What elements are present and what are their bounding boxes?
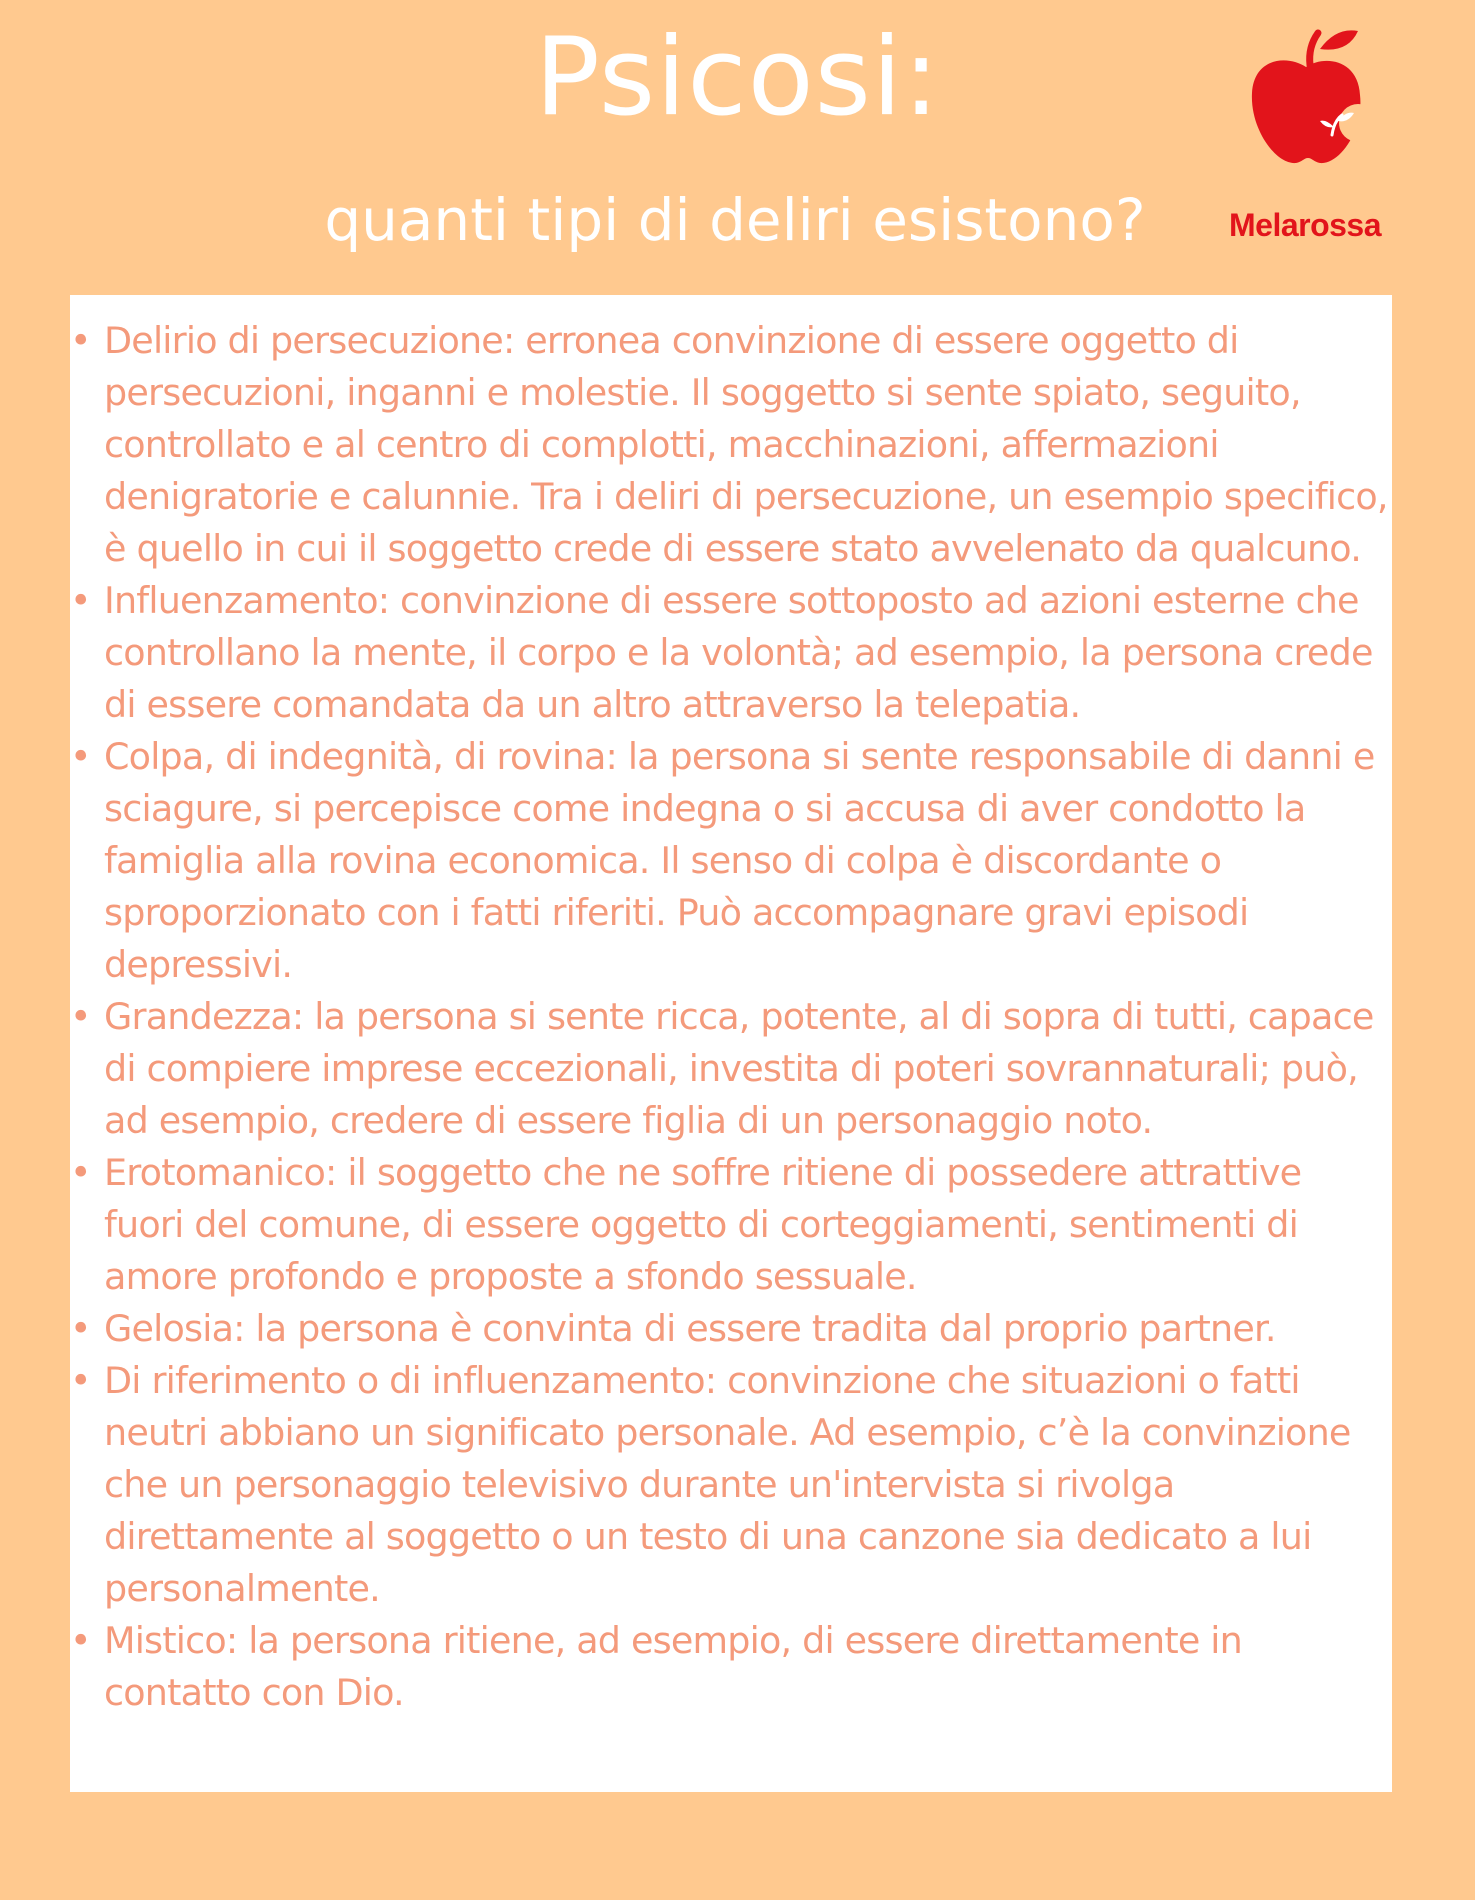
list-item [70,731,1392,991]
list-item-text: Delirio di persecuzione: erronea convinzione di essere oggetto di persecuzioni, inganni e molestie. Il soggetto si sente spiato, seguito, controllato e al centro di complotti, macchinazioni, affermazioni denigratorie e calunnie. Tra i deliri di persecuzione, un esempio specifico, è quello in cui il soggetto crede di essere stato avvelenato da qualcuno. [104,319,1388,570]
list-item-text: Di riferimento o di influenzamento: convinzione che situazioni o fatti neutri abbiano un significato personale. Ad esempio, c’è la convinzione che un personaggio televisivo durante un'intervista si rivolga direttamente al soggetto o un testo di una canzone sia dedicato a lui personalmente. [104,1359,1351,1610]
page-title: Psicosi: [534,15,941,140]
delusion-list [70,315,1392,1719]
page-subtitle: quanti tipi di deliri esistono? [324,186,1146,254]
list-item-text: Grandezza: la persona si sente ricca, potente, al di sopra di tutti, capace di compiere imprese eccezionali, investita di poteri sovrannaturali; può, ad esempio, credere di essere figlia di un personaggio noto. [104,995,1374,1142]
content-card [70,295,1392,1792]
list-item-text: Gelosia: la persona è convinta di essere tradita dal proprio partner. [104,1307,1276,1350]
bullet-point: • [70,1307,91,1350]
list-item [70,575,1392,731]
list-item-text: Erotomanico: il soggetto che ne soffre ritiene di possedere attrattive fuori del comune, di essere oggetto di corteggiamenti, sentimenti di amore profondo e proposte a sfondo sessuale. [104,1151,1302,1298]
list-item-text: Mistico: la persona ritiene, ad esempio, di essere direttamente in contatto con Dio. [104,1619,1242,1714]
list-item [70,991,1392,1147]
list-item [70,1355,1392,1615]
bullet-point: • [70,995,91,1038]
bullet-point: • [70,735,91,778]
apple-icon [1248,25,1364,170]
bullet-point: • [70,1359,91,1402]
bullet-point: • [70,1619,91,1662]
list-item [70,1615,1392,1719]
list-item-text: Influenzamento: convinzione di essere sottoposto ad azioni esterne che controllano la mente, il corpo e la volontà; ad esempio, la persona crede di essere comandata da un altro attraverso la telepatia. [104,579,1373,726]
logo-wordmark: Melarossa [1228,207,1382,243]
list-item [70,1147,1392,1303]
list-item [70,1303,1392,1355]
bullet-point: • [70,579,91,622]
list-item-text: Colpa, di indegnità, di rovina: la persona si sente responsabile di danni e sciagure, si percepisce come indegna o si accusa di aver condotto la famiglia alla rovina economica. Il senso di colpa è discordante o sproporzionato con i fatti riferiti. Può accompagnare gravi episodi depressivi. [104,735,1375,986]
bullet-point: • [70,319,91,362]
list-item [70,315,1392,575]
melarossa-logo [1210,25,1400,243]
bullet-point: • [70,1151,91,1194]
